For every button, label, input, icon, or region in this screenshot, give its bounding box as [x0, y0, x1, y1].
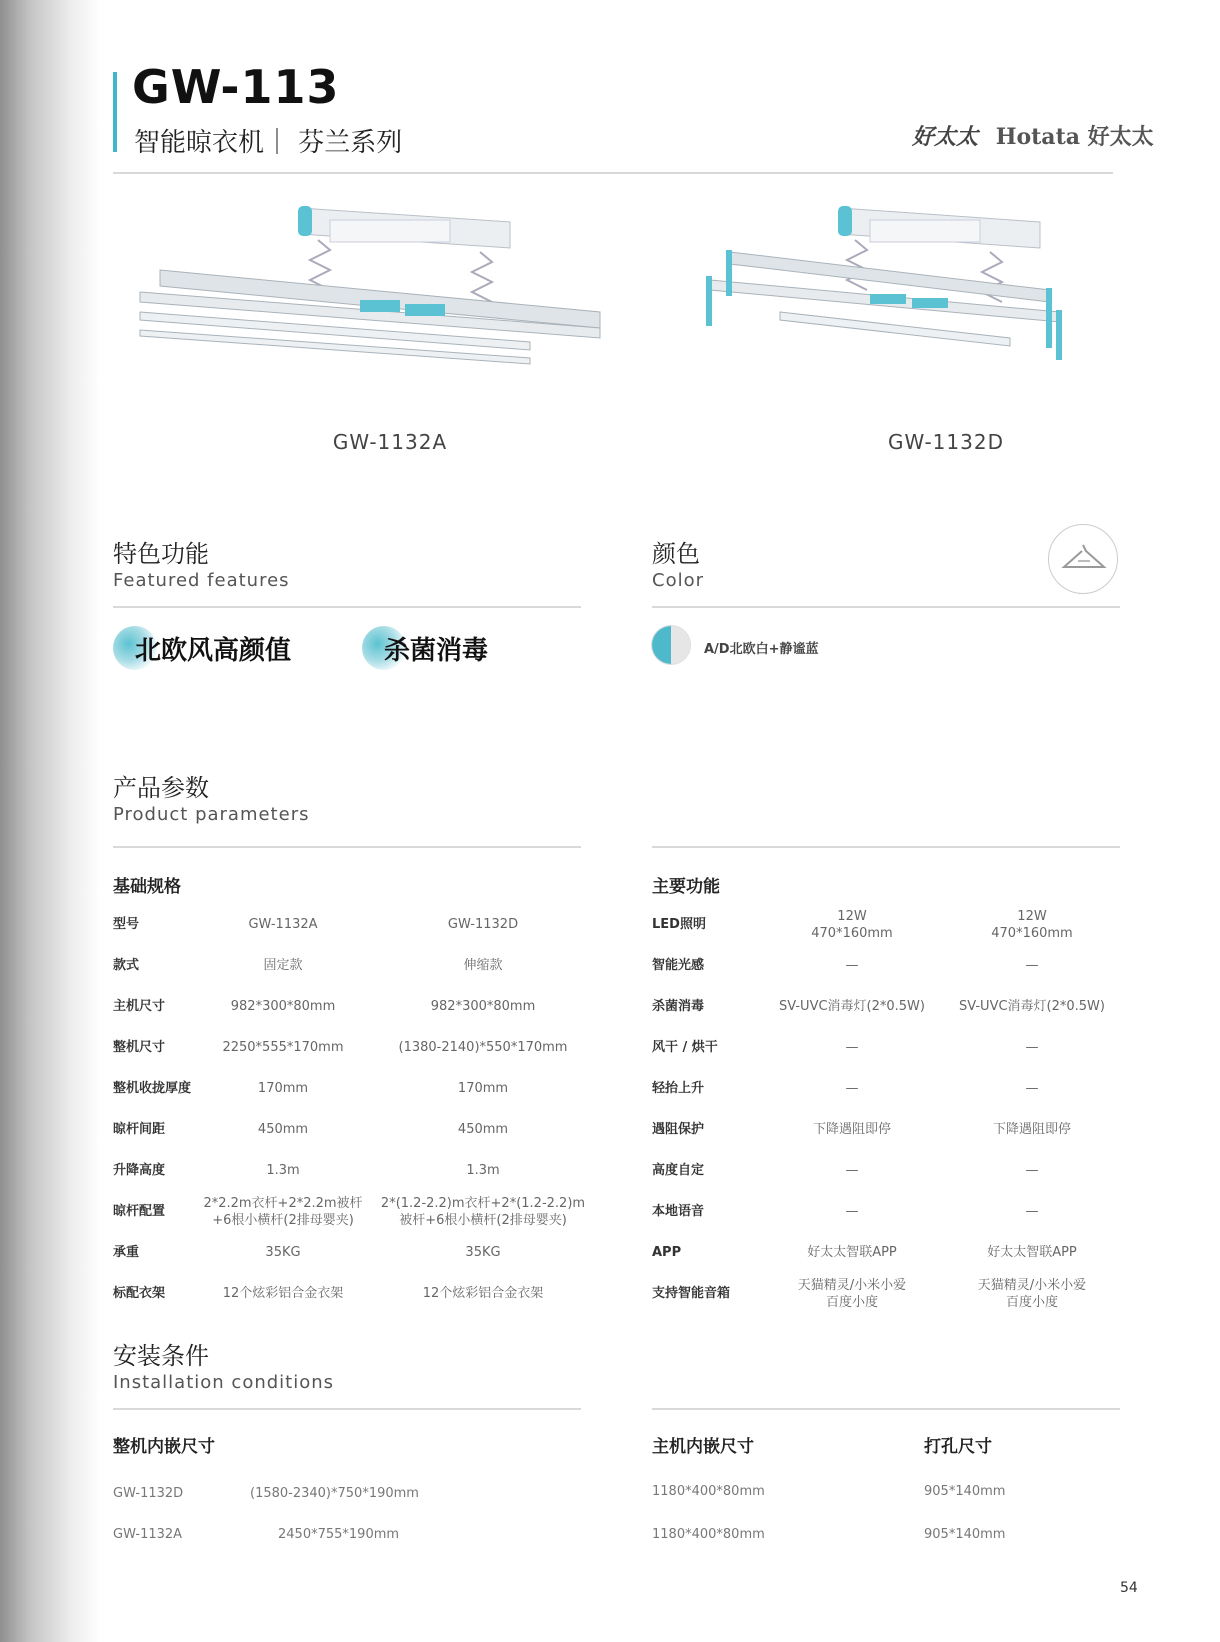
- value-gw1132d: —: [1025, 1204, 1039, 1219]
- color-swatch: [652, 626, 690, 664]
- table-row: [652, 986, 1122, 1027]
- row-label: 智能光感: [652, 958, 705, 973]
- value-gw1132d: 12W 470*160mm: [991, 908, 1073, 941]
- value-gw1132d: 12个炫彩铝合金衣架: [422, 1286, 544, 1301]
- table-row: [652, 1027, 1122, 1068]
- value-gw1132a: 450mm: [257, 1122, 309, 1137]
- color-divider: [652, 606, 1120, 608]
- row-label: 晾杆配置: [113, 1204, 166, 1219]
- row-label: LED照明: [652, 917, 706, 932]
- page-edge-shadow: [0, 0, 100, 1642]
- feature-label: 杀菌消毒: [384, 635, 489, 666]
- value-gw1132a: SV-UVC消毒灯(2*0.5W): [778, 999, 925, 1014]
- table-row: [652, 1068, 1122, 1109]
- table-row: [652, 1150, 1122, 1191]
- install-divider-right: [652, 1408, 1120, 1410]
- value-gw1132d: —: [1025, 1163, 1039, 1178]
- row-label: 主机尺寸: [113, 999, 166, 1014]
- install-model: GW-1132D: [113, 1486, 184, 1501]
- value-gw1132a: —: [845, 958, 859, 973]
- value-gw1132d: 982*300*80mm: [430, 999, 536, 1014]
- table-row: [652, 1109, 1122, 1150]
- value-gw1132a: 下降遇阻即停: [812, 1122, 891, 1137]
- header-divider: [113, 172, 1113, 174]
- params-divider-left: [113, 846, 581, 848]
- row-label: 支持智能音箱: [652, 1286, 731, 1301]
- page-subtitle: 智能晾衣机｜ 芬兰系列: [134, 128, 403, 158]
- color-subtitle: Color: [652, 570, 704, 591]
- row-label: 本地语音: [652, 1204, 705, 1219]
- row-label: 承重: [113, 1245, 140, 1260]
- install-embed-size: (1580-2340)*750*190mm: [250, 1486, 419, 1501]
- color-title: 颜色: [652, 540, 700, 568]
- brand-mark: 好太太: [912, 124, 979, 150]
- table-row: [652, 1191, 1122, 1232]
- table-row: [652, 1273, 1122, 1314]
- table-row: [113, 986, 593, 1027]
- row-label: 型号: [113, 917, 140, 932]
- value-gw1132d: 35KG: [465, 1245, 501, 1260]
- value-gw1132a: 2*2.2m衣杆+2*2.2m被杆 +6根小横杆(2排母婴夹): [203, 1195, 363, 1228]
- value-gw1132d: —: [1025, 958, 1039, 973]
- row-label: 款式: [113, 958, 140, 973]
- product-caption-a: GW-1132A: [332, 430, 448, 454]
- install-title: 安装条件: [113, 1342, 209, 1370]
- row-label: 升降高度: [113, 1163, 166, 1178]
- features-subtitle: Featured features: [113, 570, 290, 591]
- row-label: 标配衣架: [113, 1286, 166, 1301]
- title-accent-bar: [113, 72, 117, 152]
- value-gw1132a: —: [845, 1204, 859, 1219]
- value-gw1132a: 35KG: [265, 1245, 301, 1260]
- install-subtitle: Installation conditions: [113, 1372, 335, 1393]
- features-title: 特色功能: [113, 540, 209, 568]
- feature-badge: [113, 626, 291, 670]
- params-subtitle: Product parameters: [113, 804, 310, 825]
- value-gw1132d: SV-UVC消毒灯(2*0.5W): [958, 999, 1105, 1014]
- product-image-gw1132d: [690, 200, 1190, 370]
- page-number: 54: [1120, 1580, 1138, 1596]
- row-label: 整机尺寸: [113, 1040, 166, 1055]
- row-label: 杀菌消毒: [652, 999, 705, 1014]
- install-divider-left: [113, 1408, 581, 1410]
- value-gw1132d: 1.3m: [466, 1163, 500, 1178]
- features-divider: [113, 606, 581, 608]
- install-embed-size: 2450*755*190mm: [278, 1527, 400, 1542]
- table-row: [113, 1232, 593, 1273]
- embed-size-heading: 整机内嵌尺寸: [113, 1437, 215, 1457]
- value-gw1132a: 982*300*80mm: [230, 999, 336, 1014]
- basic-spec-heading: 基础规格: [113, 877, 181, 897]
- params-divider-right: [652, 846, 1120, 848]
- table-row: [113, 904, 593, 945]
- table-row: [113, 1068, 593, 1109]
- value-gw1132d: GW-1132D: [447, 917, 519, 932]
- table-row: [113, 1191, 593, 1232]
- value-gw1132a: —: [845, 1081, 859, 1096]
- table-row: [652, 945, 1122, 986]
- row-label: APP: [652, 1245, 682, 1260]
- brand-logo: [912, 120, 1154, 151]
- value-gw1132d: 170mm: [457, 1081, 509, 1096]
- value-gw1132a: 12个炫彩铝合金衣架: [222, 1286, 344, 1301]
- row-label: 轻抬上升: [652, 1081, 705, 1096]
- product-caption-d: GW-1132D: [888, 430, 1004, 454]
- hanger-icon: [1048, 524, 1118, 594]
- value-gw1132a: 2250*555*170mm: [222, 1040, 344, 1055]
- value-gw1132a: 天猫精灵/小米小爱 百度小度: [797, 1277, 907, 1310]
- basic-spec-table: [113, 904, 593, 1314]
- table-row: [113, 1027, 593, 1068]
- table-row: [113, 1273, 593, 1314]
- value-gw1132d: 450mm: [457, 1122, 509, 1137]
- row-label: 晾杆间距: [113, 1122, 166, 1137]
- value-gw1132a: GW-1132A: [248, 917, 318, 932]
- value-gw1132a: 1.3m: [266, 1163, 300, 1178]
- value-gw1132d: —: [1025, 1081, 1039, 1096]
- row-label: 高度自定: [652, 1163, 705, 1178]
- value-gw1132d: 伸缩款: [463, 958, 503, 973]
- install-host-size: 1180*400*80mm: [652, 1484, 765, 1499]
- row-label: 风干 / 烘干: [652, 1040, 718, 1055]
- table-row: [652, 904, 1122, 945]
- row-label: 遇阻保护: [652, 1122, 705, 1137]
- feature-label: 北欧风高颜值: [135, 635, 292, 666]
- value-gw1132d: 下降遇阻即停: [992, 1122, 1071, 1137]
- color-label: A/D北欧白+静谧蓝: [704, 642, 819, 657]
- value-gw1132a: 固定款: [263, 958, 303, 973]
- table-row: [113, 1150, 593, 1191]
- value-gw1132d: 天猫精灵/小米小爱 百度小度: [977, 1277, 1087, 1310]
- value-gw1132d: 好太太智联APP: [987, 1245, 1077, 1260]
- functions-heading: 主要功能: [652, 877, 720, 897]
- feature-badge: [362, 626, 488, 670]
- row-label: 整机收拢厚度: [113, 1081, 192, 1096]
- install-host-size: 1180*400*80mm: [652, 1527, 765, 1542]
- product-image-gw1132a: [130, 200, 630, 370]
- install-hole-size: 905*140mm: [924, 1527, 1006, 1542]
- value-gw1132d: (1380-2140)*550*170mm: [398, 1040, 568, 1055]
- brand-name: Hotata 好太太: [995, 124, 1154, 150]
- host-size-heading: 主机内嵌尺寸: [652, 1437, 754, 1457]
- hole-size-heading: 打孔尺寸: [924, 1437, 992, 1457]
- install-hole-size: 905*140mm: [924, 1484, 1006, 1499]
- install-model: GW-1132A: [113, 1527, 183, 1542]
- value-gw1132a: —: [845, 1163, 859, 1178]
- functions-table: [652, 904, 1122, 1314]
- value-gw1132a: 好太太智联APP: [807, 1245, 897, 1260]
- value-gw1132d: —: [1025, 1040, 1039, 1055]
- table-row: [652, 1232, 1122, 1273]
- value-gw1132a: 12W 470*160mm: [811, 908, 893, 941]
- value-gw1132a: —: [845, 1040, 859, 1055]
- value-gw1132d: 2*(1.2-2.2)m衣杆+2*(1.2-2.2)m 被杆+6根小横杆(2排母婴夹): [380, 1195, 586, 1228]
- table-row: [113, 1109, 593, 1150]
- table-row: [113, 945, 593, 986]
- page-title: GW-113: [132, 60, 340, 114]
- value-gw1132a: 170mm: [257, 1081, 309, 1096]
- params-title: 产品参数: [113, 774, 209, 802]
